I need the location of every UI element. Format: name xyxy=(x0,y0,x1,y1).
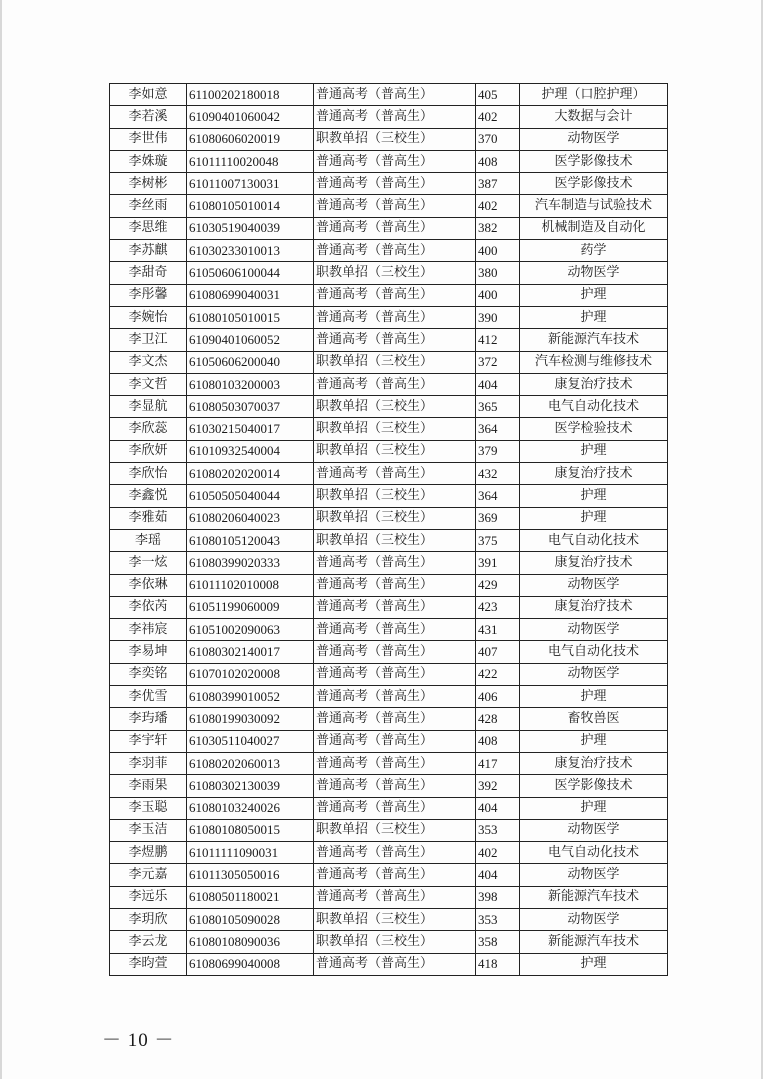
student-name-cell: 李祎宸 xyxy=(110,619,187,641)
table-row xyxy=(110,730,668,752)
exam-id-cell: 61080108050015 xyxy=(187,819,314,841)
roster-table-body xyxy=(110,84,668,976)
table-row xyxy=(110,106,668,128)
admission-type-cell: 职教单招（三校生） xyxy=(314,507,476,529)
score-cell: 408 xyxy=(476,150,520,172)
exam-id-cell: 61080503070037 xyxy=(187,396,314,418)
admission-type-cell: 普通高考（普高生） xyxy=(314,663,476,685)
score-cell: 402 xyxy=(476,195,520,217)
student-name-cell: 李卫江 xyxy=(110,329,187,351)
table-row xyxy=(110,686,668,708)
score-cell: 364 xyxy=(476,485,520,507)
admission-type-cell: 普通高考（普高生） xyxy=(314,641,476,663)
admission-type-cell: 普通高考（普高生） xyxy=(314,195,476,217)
exam-id-cell: 61080399010052 xyxy=(187,686,314,708)
table-row xyxy=(110,262,668,284)
score-cell: 358 xyxy=(476,931,520,953)
table-row xyxy=(110,485,668,507)
major-cell: 护理 xyxy=(520,306,668,328)
exam-id-cell: 61030215040017 xyxy=(187,418,314,440)
table-row xyxy=(110,173,668,195)
score-cell: 369 xyxy=(476,507,520,529)
exam-id-cell: 61011111090031 xyxy=(187,842,314,864)
major-cell: 动物医学 xyxy=(520,128,668,150)
table-row xyxy=(110,641,668,663)
table-row xyxy=(110,418,668,440)
table-row xyxy=(110,775,668,797)
admission-type-cell: 职教单招（三校生） xyxy=(314,351,476,373)
table-row xyxy=(110,84,668,106)
exam-id-cell: 61100202180018 xyxy=(187,84,314,106)
student-name-cell: 李世伟 xyxy=(110,128,187,150)
student-name-cell: 李思维 xyxy=(110,217,187,239)
admission-type-cell: 普通高考（普高生） xyxy=(314,775,476,797)
exam-id-cell: 61010932540004 xyxy=(187,440,314,462)
student-name-cell: 李若溪 xyxy=(110,106,187,128)
major-cell: 医学影像技术 xyxy=(520,150,668,172)
admission-type-cell: 普通高考（普高生） xyxy=(314,150,476,172)
table-row xyxy=(110,128,668,150)
major-cell: 动物医学 xyxy=(520,619,668,641)
student-name-cell: 李依芮 xyxy=(110,596,187,618)
student-name-cell: 李文杰 xyxy=(110,351,187,373)
score-cell: 353 xyxy=(476,908,520,930)
score-cell: 382 xyxy=(476,217,520,239)
table-row xyxy=(110,619,668,641)
major-cell: 动物医学 xyxy=(520,574,668,596)
score-cell: 418 xyxy=(476,953,520,975)
score-cell: 406 xyxy=(476,686,520,708)
admission-type-cell: 普通高考（普高生） xyxy=(314,329,476,351)
table-row xyxy=(110,842,668,864)
admission-type-cell: 普通高考（普高生） xyxy=(314,574,476,596)
admission-type-cell: 普通高考（普高生） xyxy=(314,240,476,262)
exam-id-cell: 61080108090036 xyxy=(187,931,314,953)
score-cell: 353 xyxy=(476,819,520,841)
admission-type-cell: 普通高考（普高生） xyxy=(314,864,476,886)
major-cell: 动物医学 xyxy=(520,262,668,284)
major-cell: 医学检验技术 xyxy=(520,418,668,440)
score-cell: 380 xyxy=(476,262,520,284)
table-row xyxy=(110,886,668,908)
exam-id-cell: 61080202060013 xyxy=(187,752,314,774)
admission-type-cell: 职教单招（三校生） xyxy=(314,819,476,841)
major-cell: 护理 xyxy=(520,485,668,507)
student-name-cell: 李婉怡 xyxy=(110,306,187,328)
student-name-cell: 李优雪 xyxy=(110,686,187,708)
table-row xyxy=(110,819,668,841)
major-cell: 护理 xyxy=(520,284,668,306)
major-cell: 护理 xyxy=(520,507,668,529)
student-name-cell: 李远乐 xyxy=(110,886,187,908)
student-name-cell: 李姝璇 xyxy=(110,150,187,172)
table-row xyxy=(110,195,668,217)
table-row xyxy=(110,463,668,485)
major-cell: 汽车检测与维修技术 xyxy=(520,351,668,373)
exam-id-cell: 61030519040039 xyxy=(187,217,314,239)
exam-id-cell: 61080103240026 xyxy=(187,797,314,819)
score-cell: 404 xyxy=(476,864,520,886)
exam-id-cell: 61011110020048 xyxy=(187,150,314,172)
score-cell: 422 xyxy=(476,663,520,685)
table-row xyxy=(110,396,668,418)
score-cell: 365 xyxy=(476,396,520,418)
admission-type-cell: 普通高考（普高生） xyxy=(314,552,476,574)
score-cell: 404 xyxy=(476,797,520,819)
major-cell: 康复治疗技术 xyxy=(520,373,668,395)
page-edge-left xyxy=(0,0,2,1079)
table-row xyxy=(110,752,668,774)
score-cell: 417 xyxy=(476,752,520,774)
admission-type-cell: 职教单招（三校生） xyxy=(314,908,476,930)
major-cell: 动物医学 xyxy=(520,663,668,685)
admission-type-cell: 普通高考（普高生） xyxy=(314,306,476,328)
student-name-cell: 李昀萱 xyxy=(110,953,187,975)
table-row xyxy=(110,150,668,172)
admission-type-cell: 普通高考（普高生） xyxy=(314,284,476,306)
student-name-cell: 李欣蕊 xyxy=(110,418,187,440)
table-row xyxy=(110,663,668,685)
table-row xyxy=(110,596,668,618)
student-name-cell: 李羽菲 xyxy=(110,752,187,774)
student-name-cell: 李文哲 xyxy=(110,373,187,395)
student-name-cell: 李元嘉 xyxy=(110,864,187,886)
score-cell: 423 xyxy=(476,596,520,618)
score-cell: 400 xyxy=(476,240,520,262)
score-cell: 387 xyxy=(476,173,520,195)
major-cell: 畜牧兽医 xyxy=(520,708,668,730)
exam-id-cell: 61080302140017 xyxy=(187,641,314,663)
major-cell: 护理（口腔护理） xyxy=(520,84,668,106)
major-cell: 新能源汽车技术 xyxy=(520,886,668,908)
exam-id-cell: 61070102020008 xyxy=(187,663,314,685)
table-row xyxy=(110,574,668,596)
exam-id-cell: 61080199030092 xyxy=(187,708,314,730)
major-cell: 新能源汽车技术 xyxy=(520,329,668,351)
student-name-cell: 李鑫悦 xyxy=(110,485,187,507)
exam-id-cell: 61080399020333 xyxy=(187,552,314,574)
exam-id-cell: 61080105010014 xyxy=(187,195,314,217)
student-name-cell: 李玉洁 xyxy=(110,819,187,841)
major-cell: 护理 xyxy=(520,686,668,708)
exam-id-cell: 61080699040008 xyxy=(187,953,314,975)
major-cell: 机械制造及自动化 xyxy=(520,217,668,239)
admission-type-cell: 职教单招（三校生） xyxy=(314,418,476,440)
major-cell: 动物医学 xyxy=(520,908,668,930)
score-cell: 379 xyxy=(476,440,520,462)
score-cell: 412 xyxy=(476,329,520,351)
major-cell: 药学 xyxy=(520,240,668,262)
table-row xyxy=(110,507,668,529)
major-cell: 新能源汽车技术 xyxy=(520,931,668,953)
exam-id-cell: 61050606200040 xyxy=(187,351,314,373)
table-row xyxy=(110,306,668,328)
student-name-cell: 李煜鹏 xyxy=(110,842,187,864)
major-cell: 动物医学 xyxy=(520,819,668,841)
admission-type-cell: 普通高考（普高生） xyxy=(314,953,476,975)
major-cell: 医学影像技术 xyxy=(520,173,668,195)
major-cell: 医学影像技术 xyxy=(520,775,668,797)
admission-type-cell: 职教单招（三校生） xyxy=(314,396,476,418)
exam-id-cell: 61011305050016 xyxy=(187,864,314,886)
table-row xyxy=(110,373,668,395)
student-name-cell: 李云龙 xyxy=(110,931,187,953)
student-name-cell: 李显航 xyxy=(110,396,187,418)
major-cell: 康复治疗技术 xyxy=(520,752,668,774)
score-cell: 390 xyxy=(476,306,520,328)
exam-id-cell: 61080202020014 xyxy=(187,463,314,485)
exam-id-cell: 61090401060042 xyxy=(187,106,314,128)
exam-id-cell: 61080302130039 xyxy=(187,775,314,797)
admission-type-cell: 普通高考（普高生） xyxy=(314,619,476,641)
exam-id-cell: 61030511040027 xyxy=(187,730,314,752)
student-name-cell: 李一炫 xyxy=(110,552,187,574)
score-cell: 405 xyxy=(476,84,520,106)
student-name-cell: 李如意 xyxy=(110,84,187,106)
score-cell: 375 xyxy=(476,529,520,551)
table-row xyxy=(110,908,668,930)
page-number: － 10 － xyxy=(102,1030,175,1051)
admission-type-cell: 普通高考（普高生） xyxy=(314,463,476,485)
table-row xyxy=(110,284,668,306)
admission-type-cell: 普通高考（普高生） xyxy=(314,373,476,395)
admission-type-cell: 普通高考（普高生） xyxy=(314,596,476,618)
table-row xyxy=(110,529,668,551)
score-cell: 431 xyxy=(476,619,520,641)
score-cell: 408 xyxy=(476,730,520,752)
major-cell: 护理 xyxy=(520,730,668,752)
major-cell: 电气自动化技术 xyxy=(520,641,668,663)
major-cell: 电气自动化技术 xyxy=(520,842,668,864)
admission-type-cell: 普通高考（普高生） xyxy=(314,752,476,774)
table-row xyxy=(110,440,668,462)
student-name-cell: 李玉聪 xyxy=(110,797,187,819)
score-cell: 429 xyxy=(476,574,520,596)
table-row xyxy=(110,953,668,975)
score-cell: 372 xyxy=(476,351,520,373)
score-cell: 402 xyxy=(476,106,520,128)
score-cell: 402 xyxy=(476,842,520,864)
student-name-cell: 李雅茹 xyxy=(110,507,187,529)
admission-type-cell: 职教单招（三校生） xyxy=(314,440,476,462)
student-name-cell: 李甜奇 xyxy=(110,262,187,284)
score-cell: 391 xyxy=(476,552,520,574)
admission-type-cell: 普通高考（普高生） xyxy=(314,708,476,730)
major-cell: 动物医学 xyxy=(520,864,668,886)
score-cell: 364 xyxy=(476,418,520,440)
table-row xyxy=(110,797,668,819)
student-name-cell: 李彤馨 xyxy=(110,284,187,306)
exam-id-cell: 61080501180021 xyxy=(187,886,314,908)
major-cell: 康复治疗技术 xyxy=(520,463,668,485)
major-cell: 护理 xyxy=(520,440,668,462)
exam-id-cell: 61080105090028 xyxy=(187,908,314,930)
exam-id-cell: 61030233010013 xyxy=(187,240,314,262)
table-row xyxy=(110,329,668,351)
score-cell: 428 xyxy=(476,708,520,730)
student-name-cell: 李玥欣 xyxy=(110,908,187,930)
exam-id-cell: 61080105120043 xyxy=(187,529,314,551)
admission-type-cell: 职教单招（三校生） xyxy=(314,262,476,284)
major-cell: 汽车制造与试验技术 xyxy=(520,195,668,217)
admission-type-cell: 职教单招（三校生） xyxy=(314,128,476,150)
student-name-cell: 李玙璠 xyxy=(110,708,187,730)
exam-id-cell: 61011102010008 xyxy=(187,574,314,596)
admission-type-cell: 普通高考（普高生） xyxy=(314,730,476,752)
table-row xyxy=(110,708,668,730)
table-row xyxy=(110,351,668,373)
exam-id-cell: 61051199060009 xyxy=(187,596,314,618)
admission-type-cell: 普通高考（普高生） xyxy=(314,797,476,819)
admission-type-cell: 普通高考（普高生） xyxy=(314,217,476,239)
major-cell: 电气自动化技术 xyxy=(520,529,668,551)
score-cell: 432 xyxy=(476,463,520,485)
exam-id-cell: 61050505040044 xyxy=(187,485,314,507)
score-cell: 400 xyxy=(476,284,520,306)
score-cell: 407 xyxy=(476,641,520,663)
admission-type-cell: 职教单招（三校生） xyxy=(314,931,476,953)
table-row xyxy=(110,552,668,574)
exam-id-cell: 61080606020019 xyxy=(187,128,314,150)
admission-type-cell: 普通高考（普高生） xyxy=(314,84,476,106)
score-cell: 392 xyxy=(476,775,520,797)
major-cell: 电气自动化技术 xyxy=(520,396,668,418)
student-name-cell: 李欣妍 xyxy=(110,440,187,462)
admission-type-cell: 普通高考（普高生） xyxy=(314,686,476,708)
student-name-cell: 李丝雨 xyxy=(110,195,187,217)
admission-type-cell: 职教单招（三校生） xyxy=(314,529,476,551)
exam-id-cell: 61011007130031 xyxy=(187,173,314,195)
admission-type-cell: 普通高考（普高生） xyxy=(314,886,476,908)
student-name-cell: 李雨果 xyxy=(110,775,187,797)
table-row xyxy=(110,931,668,953)
exam-id-cell: 61080206040023 xyxy=(187,507,314,529)
table-row xyxy=(110,217,668,239)
exam-id-cell: 61080103200003 xyxy=(187,373,314,395)
admission-type-cell: 普通高考（普高生） xyxy=(314,106,476,128)
admission-type-cell: 普通高考（普高生） xyxy=(314,842,476,864)
score-cell: 370 xyxy=(476,128,520,150)
student-name-cell: 李树彬 xyxy=(110,173,187,195)
major-cell: 护理 xyxy=(520,797,668,819)
exam-id-cell: 61051002090063 xyxy=(187,619,314,641)
major-cell: 护理 xyxy=(520,953,668,975)
score-cell: 404 xyxy=(476,373,520,395)
table-row xyxy=(110,864,668,886)
student-name-cell: 李苏麒 xyxy=(110,240,187,262)
major-cell: 康复治疗技术 xyxy=(520,552,668,574)
admission-type-cell: 职教单招（三校生） xyxy=(314,485,476,507)
exam-id-cell: 61050606100044 xyxy=(187,262,314,284)
admission-type-cell: 普通高考（普高生） xyxy=(314,173,476,195)
admission-roster-table xyxy=(109,83,668,976)
exam-id-cell: 61080699040031 xyxy=(187,284,314,306)
student-name-cell: 李宇轩 xyxy=(110,730,187,752)
student-name-cell: 李奕铭 xyxy=(110,663,187,685)
exam-id-cell: 61080105010015 xyxy=(187,306,314,328)
table-row xyxy=(110,240,668,262)
student-name-cell: 李欣怡 xyxy=(110,463,187,485)
student-name-cell: 李易坤 xyxy=(110,641,187,663)
major-cell: 大数据与会计 xyxy=(520,106,668,128)
major-cell: 康复治疗技术 xyxy=(520,596,668,618)
exam-id-cell: 61090401060052 xyxy=(187,329,314,351)
score-cell: 398 xyxy=(476,886,520,908)
student-name-cell: 李瑶 xyxy=(110,529,187,551)
student-name-cell: 李依琳 xyxy=(110,574,187,596)
